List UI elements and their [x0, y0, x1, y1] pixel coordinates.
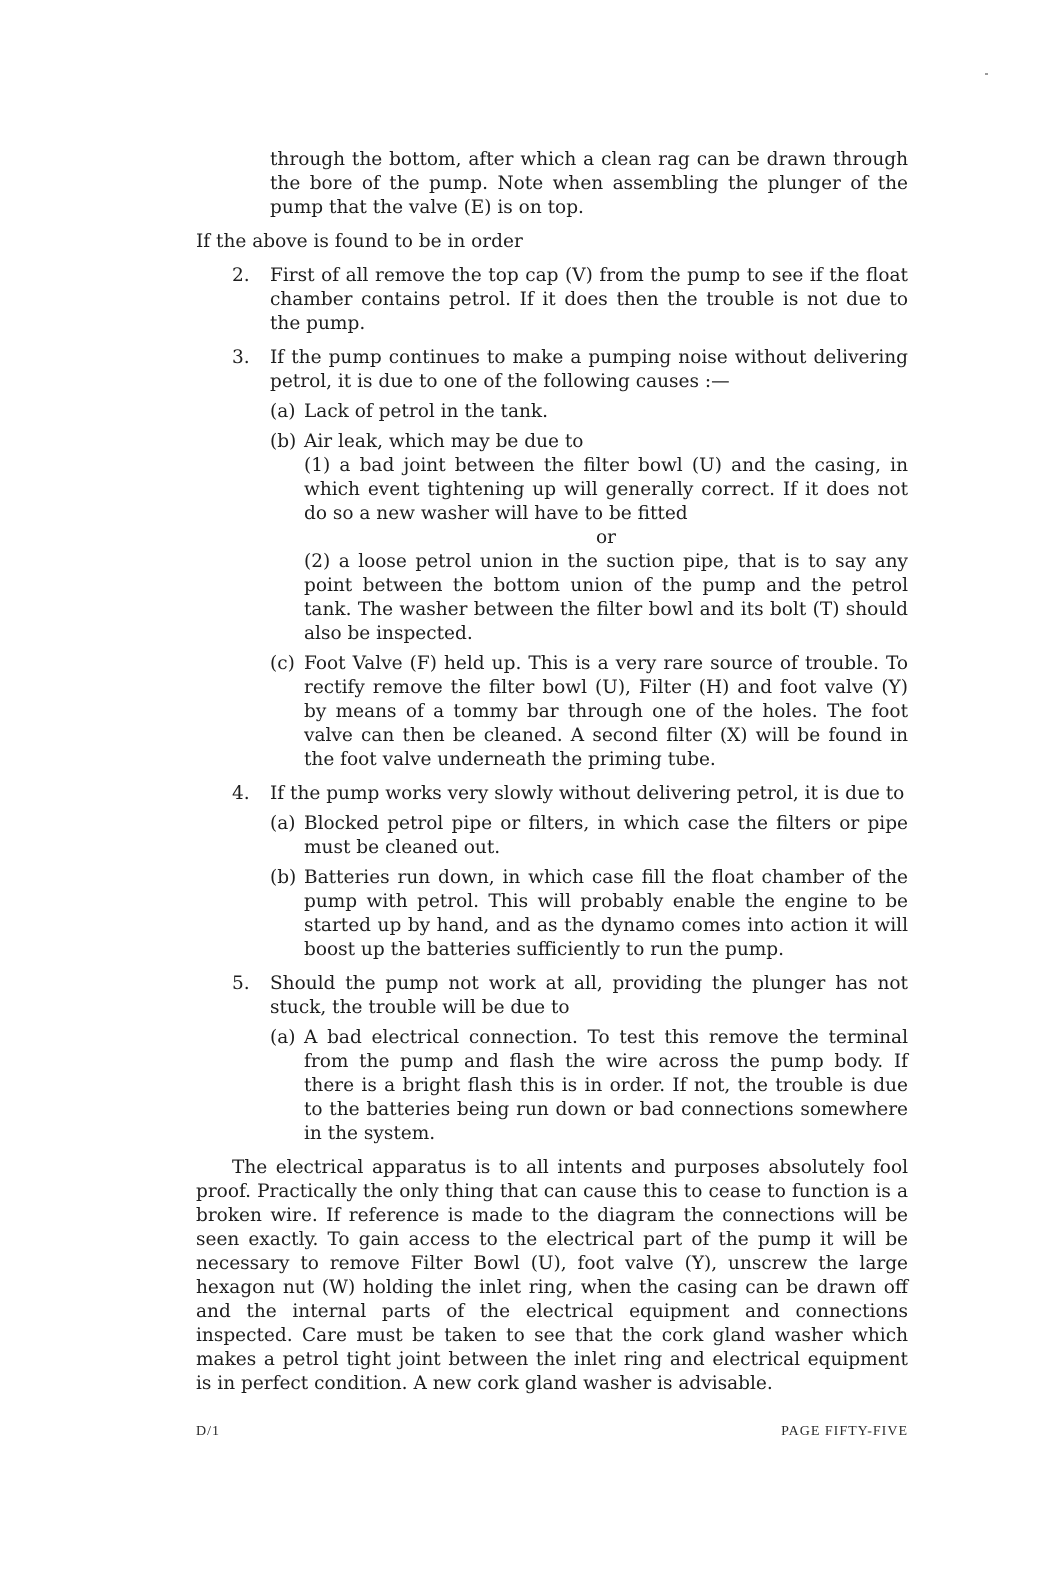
item-text: Should the pump not work at all, providing the plunger has not stuck, the trouble will be due to — [270, 973, 908, 1018]
lead-in-line: If the above is found to be in order — [196, 231, 523, 252]
sub-item-4a — [270, 812, 908, 860]
item-number: 3. — [232, 347, 250, 368]
sub-item-text: Air leak, which may be due to — [304, 431, 584, 452]
sub-item-4b — [270, 866, 908, 962]
sub-item-text: Lack of petrol in the tank. — [304, 401, 548, 422]
sub-item-label: (a) — [270, 1027, 296, 1048]
item-text: If the pump works very slowly without delivering petrol, it is due to — [270, 783, 905, 804]
or-separator: or — [596, 527, 616, 548]
scan-speck — [985, 73, 988, 75]
body-paragraph: The electrical apparatus is to all intents and purposes absolutely fool proof. Practically the only thing that can cause this to cease to function is a broken wire. If reference is made to the diagram the connections will be seen exactly. To gain access to the electrical part of the pump it will be necessary to remove Filter Bowl (U), foot valve (Y), unscrew the large hexagon nut (W) holding the inlet ring, when the casing can be drawn off and the internal parts of the electrical equipment and connections inspected. Care must be taken to see that the cork gland washer which makes a petrol tight joint between the inlet ring and electrical equipment is in perfect condition. A new cork gland washer is advisable. — [196, 1157, 908, 1394]
sub-item-label: (a) — [270, 401, 296, 422]
item-number: 2. — [232, 265, 250, 286]
item-number: 5. — [232, 973, 250, 994]
sub-item-text: Foot Valve (F) held up. This is a very rare source of trouble. To rectify remove the filter bowl (U), Filter (H) and foot valve (Y) by means of a tommy bar through one of the holes. The foot valve can then be cleaned. A second filter (X) will be found in the foot valve underneath the priming tube. — [304, 653, 908, 770]
sub-item-3b — [270, 430, 908, 646]
footer-section-code: D/1 — [196, 1424, 220, 1439]
list-item-5 — [196, 972, 908, 1146]
list-item-4 — [196, 782, 908, 962]
sub-item-text: A bad electrical connection. To test this remove the terminal from the pump and flash the wire across the pump body. If there is a bright flash this is in order. If not, the trouble is due to the batteries being run down or bad connections somewhere in the system. — [304, 1027, 908, 1144]
continuation-paragraph: through the bottom, after which a clean rag can be drawn through the bore of the pump. Note when assembling the plunger of the pump that the valve (E) is on top. — [270, 149, 908, 218]
sub-detail-2: (2) a loose petrol union in the suction pipe, that is to say any point between the bottom union of the pump and the petrol tank. The washer between the filter bowl and its bolt (T) should also be inspected. — [304, 551, 908, 644]
list-item-3 — [196, 346, 908, 772]
page-content — [196, 148, 908, 1396]
sub-detail-1: (1) a bad joint between the filter bowl (U) and the casing, in which event tightening up will generally correct. If it does not do so a new washer will have to be fitted — [304, 455, 908, 524]
sub-item-label: (c) — [270, 653, 295, 674]
sub-item-text: Batteries run down, in which case fill the float chamber of the pump with petrol. This will probably enable the engine to be started up by hand, and as the dynamo comes into action it will boost up the batteries sufficiently to run the pump. — [304, 867, 908, 960]
item-text: If the pump continues to make a pumping noise without delivering petrol, it is due to one of the following causes :— — [270, 347, 908, 392]
sub-item-3c — [270, 652, 908, 772]
list-item-2 — [196, 264, 908, 336]
sub-item-label: (b) — [270, 431, 297, 452]
sub-item-3a — [270, 400, 908, 424]
sub-item-text: Blocked petrol pipe or filters, in which case the filters or pipe must be cleaned out. — [304, 813, 908, 858]
sub-item-label: (a) — [270, 813, 296, 834]
item-text: First of all remove the top cap (V) from the pump to see if the float chamber contains petrol. If it does then the trouble is not due to the pump. — [270, 265, 908, 334]
item-number: 4. — [232, 783, 250, 804]
footer-page-number: PAGE FIFTY-FIVE — [781, 1424, 908, 1439]
sub-item-label: (b) — [270, 867, 297, 888]
sub-item-5a — [270, 1026, 908, 1146]
